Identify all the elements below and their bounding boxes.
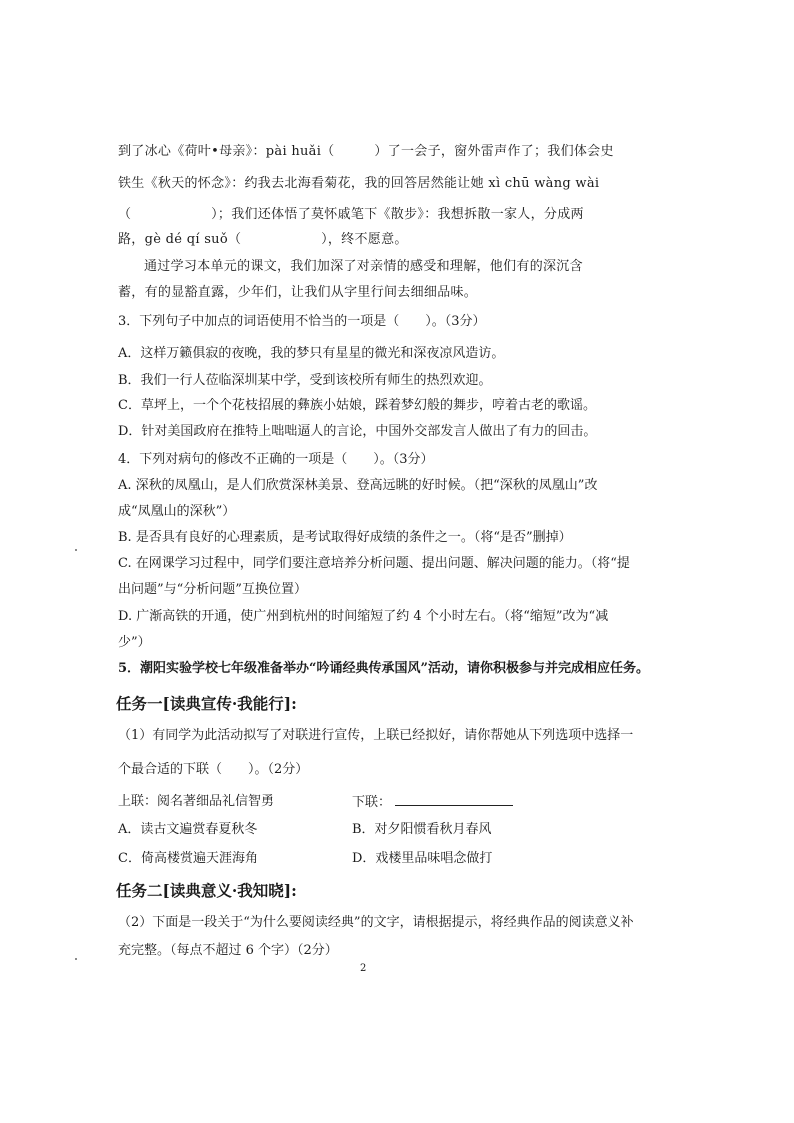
task1-prompt-line1: （1）有同学为此活动拟写了对联进行宣传，上联已经拟好，请你帮她从下列选项中选择一 bbox=[118, 728, 634, 743]
q4-option-a-line1: A. 深秋的凤凰山，是人们欣赏深林美景、登高远眺的好时候。（把“深秋的凤凰山”改 bbox=[118, 478, 598, 493]
couplet-option-a: A．读古文遍赏春夏秋冬 bbox=[118, 822, 258, 837]
q4-option-d-line1: D. 广渐高铁的开通，使广州到杭州的时间缩短了约 4 个小时左右。（将“缩短”改为“减 bbox=[118, 609, 609, 624]
q4-option-a-line2: 成“凤凰山的深秋”） bbox=[118, 504, 236, 519]
passage-line-1: 到了冰心《荷叶•母亲》：pài huǎi（ ）了一会子，窗外雷声作了；我们体会史 bbox=[118, 144, 614, 159]
page-number: 2 bbox=[360, 963, 367, 974]
q5-stem: 5．潮阳实验学校七年级准备举办“吟诵经典传承国风”活动，请你积极参与并完成相应任务。 bbox=[118, 661, 650, 676]
couplet-lower bbox=[352, 793, 513, 812]
q4-option-c-line1: C. 在网课学习过程中，同学们要注意培养分析问题、提出问题、解决问题的能力。（将“提 bbox=[118, 556, 630, 571]
passage-line-4: 路，gè dé qí suǒ（ ），终不愿意。 bbox=[118, 232, 408, 247]
answer-blank-line bbox=[395, 793, 513, 806]
q3-option-c: C．草坪上，一个个花枝招展的彝族小姑娘，踩着梦幻般的舞步，哼着古老的歌谣。 bbox=[118, 398, 596, 413]
task2-prompt-line2: 充完整。（每点不超过 6 个字）（2分） bbox=[118, 943, 338, 958]
q3-option-d: D．针对美国政府在推特上咄咄逼人的言论，中国外交部发言人做出了有力的回击。 bbox=[118, 424, 597, 439]
passage-line-3: （ ）；我们还体悟了莫怀戚笔下《散步》：我想拆散一家人，分成两 bbox=[118, 207, 584, 222]
q3-option-b: B．我们一行人莅临深圳某中学，受到该校所有师生的热烈欢迎。 bbox=[118, 373, 492, 388]
q4-stem: 4．下列对病句的修改不正确的一项是（ ）。（3分） bbox=[118, 452, 434, 467]
q4-option-d-line2: 少”） bbox=[118, 635, 151, 650]
couplet-option-d: D．戏楼里品味唱念做打 bbox=[352, 851, 493, 866]
couplet-lower-label: 下联： bbox=[352, 795, 392, 810]
task2-heading: 任务二[读典意义·我知晓]: bbox=[116, 881, 297, 900]
passage-line-2: 铁生《秋天的怀念》：约我去北海看菊花，我的回答居然能让她 xì chū wàng wài bbox=[118, 176, 600, 191]
passage-line-6: 蓄，有的显豁直露，少年们，让我们从字里行间去细细品味。 bbox=[118, 285, 478, 300]
task1-prompt-line2: 个最合适的下联（ ）。（2分） bbox=[118, 762, 309, 777]
couplet-option-b: B．对夕阳惯看秋月春风 bbox=[352, 822, 492, 837]
couplet-upper: 上联：阅名著细品礼信智勇 bbox=[118, 794, 275, 809]
q3-option-a: A．这样万籁俱寂的夜晚，我的梦只有星星的微光和深夜凉风造访。 bbox=[118, 346, 505, 361]
task1-heading: 任务一[读典宣传·我能行]: bbox=[116, 694, 297, 713]
scan-speck bbox=[75, 549, 77, 551]
couplet-option-c: C．倚高楼赏遍天涯海角 bbox=[118, 851, 258, 866]
q3-stem: 3．下列句子中加点的词语使用不恰当的一项是（ ）。（3分） bbox=[118, 314, 486, 329]
scan-speck bbox=[75, 958, 77, 960]
passage-line-5: 通过学习本单元的课文，我们加深了对亲情的感受和理解，他们有的深沉含 bbox=[144, 259, 583, 274]
q4-option-c-line2: 出问题”与“分析问题”互换位置） bbox=[118, 582, 307, 597]
task2-prompt-line1: （2）下面是一段关于“为什么要阅读经典”的文字，请根据提示，将经典作品的阅读意义补 bbox=[118, 915, 634, 930]
q4-option-b: B. 是否具有良好的心理素质，是考试取得好成绩的条件之一。（将“是否”删掉） bbox=[118, 530, 572, 545]
